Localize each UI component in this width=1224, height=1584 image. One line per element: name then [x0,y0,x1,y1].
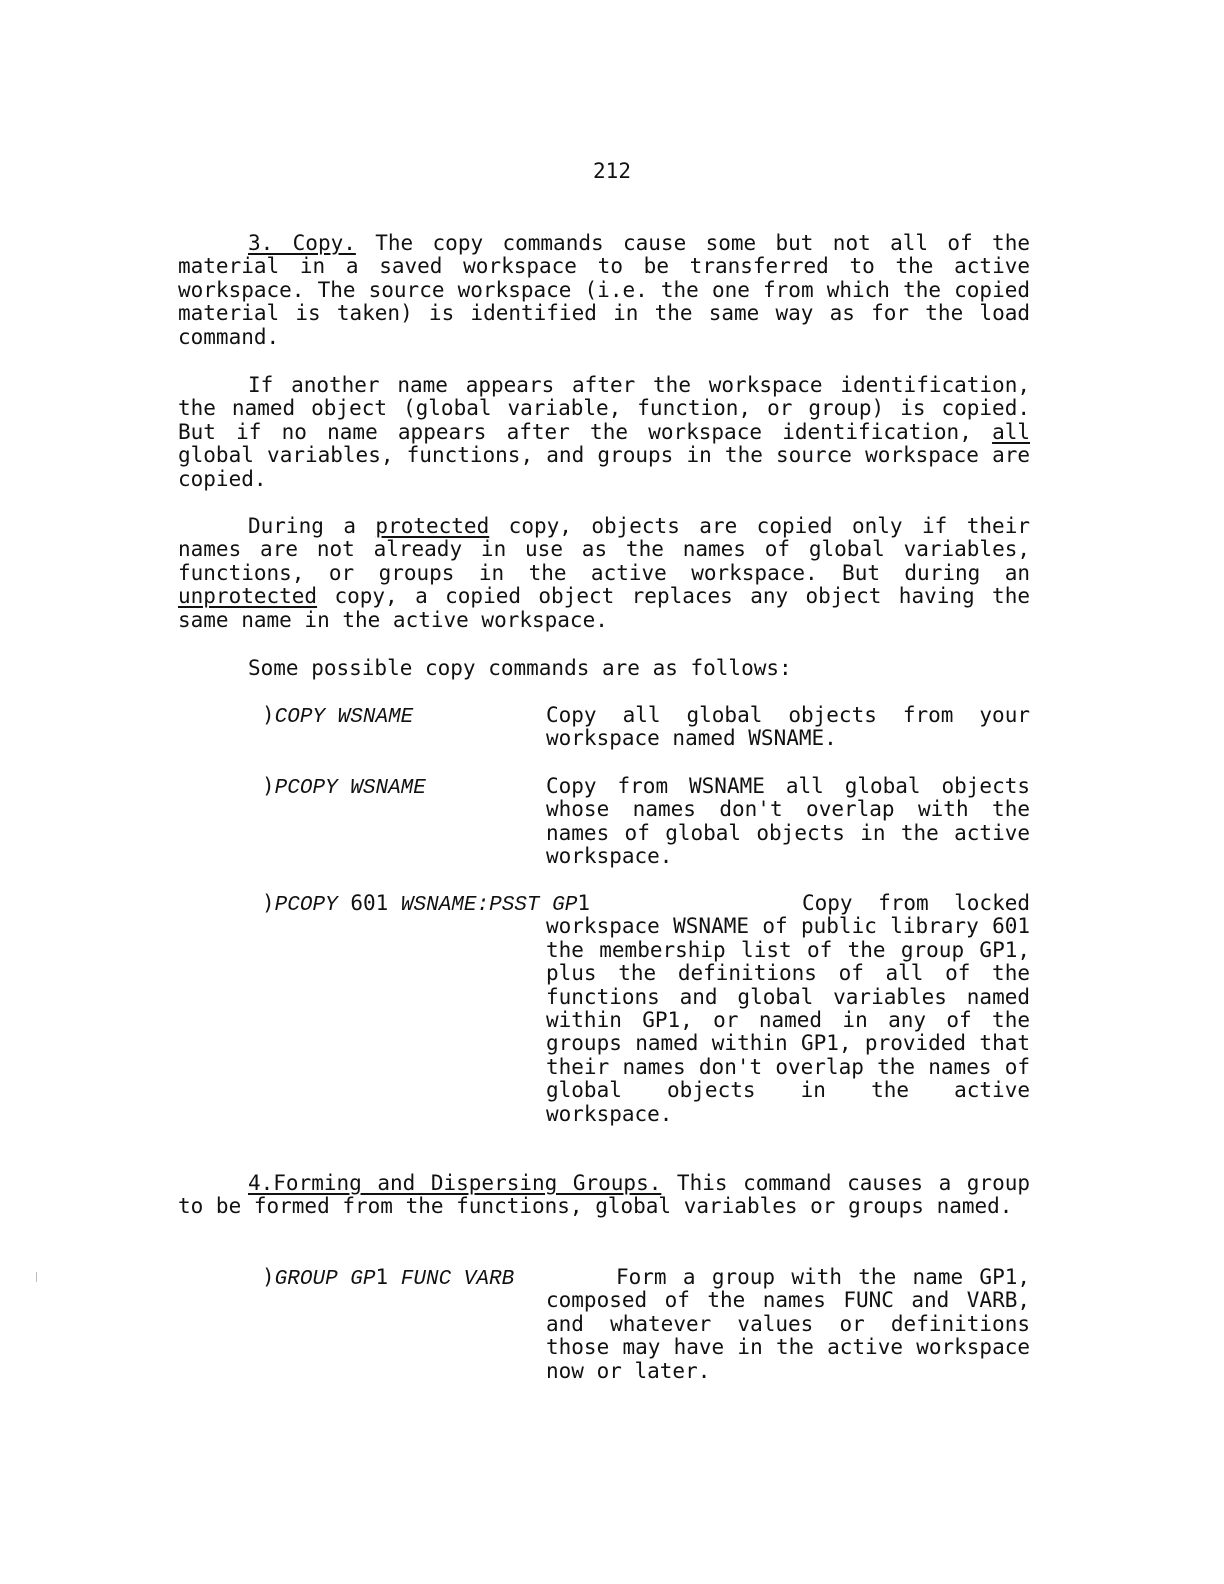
command-syntax: )PCOPY WSNAME [262,774,426,800]
command-syntax: )PCOPY 601 WSNAME:PSST GP1 [262,891,590,917]
command-description: Copy all global objects from your workspace named WSNAME. [546,703,1030,751]
protected-copy-paragraph: During a protected copy, objects are copied only if their names are not already in use as the names of global variables, functions, or groups in the active workspace. But during an unprotected copy, a copied object replaces any object having the same name in the active workspace. [178,514,1030,632]
page-number: 212 [593,159,631,183]
command-description: Copy from WSNAME all global objects whose names don't overlap with the names of global objects in the active workspace. [546,774,1030,869]
section-4-text: This command causes a group to be formed from the functions, global variables or groups named. [178,1171,1030,1219]
margin-mark [36,1272,37,1282]
section-3-heading: 3. Copy. [248,231,356,255]
section-3-text: The copy commands cause some but not all of the material in a saved workspace to be transferred to the active workspace. The source workspace (i.e. the one from which the copied material is taken) is identified in the same way as for the load command. [178,231,1030,349]
emphasis-all: all [992,419,1030,444]
copy-naming-paragraph: If another name appears after the workspace identification, the named object (global variable, function, or group) is copied. But if no name appears after the workspace identification, all global variables, functions, and groups in the source workspace are copied. [178,373,1030,491]
section-3-paragraph [178,232,1030,349]
commands-intro: Some possible copy commands are as follows: [248,656,792,680]
emphasis-unprotected: unprotected [178,584,318,609]
section-4-heading: 4.Forming and Dispersing Groups. [248,1171,662,1195]
command-description: Form a group with the name GP1, composed of the names FUNC and VARB, and whatever values or definitions those may have in the active workspace now or later. [546,1265,1030,1383]
command-description: Copy from locked workspace WSNAME of public library 601 the membership list of the group GP1, plus the definitions of all of the functions and global variables named within GP1, or named in any of the groups named within GP1, provided that their names don't overlap the names of global objects in the active workspace. [546,891,1030,1126]
section-4-paragraph [178,1172,1030,1219]
command-syntax: )GROUP GP1 FUNC VARB [262,1265,515,1291]
emphasis-protected: protected [375,514,490,538]
command-syntax: )COPY WSNAME [262,703,414,729]
